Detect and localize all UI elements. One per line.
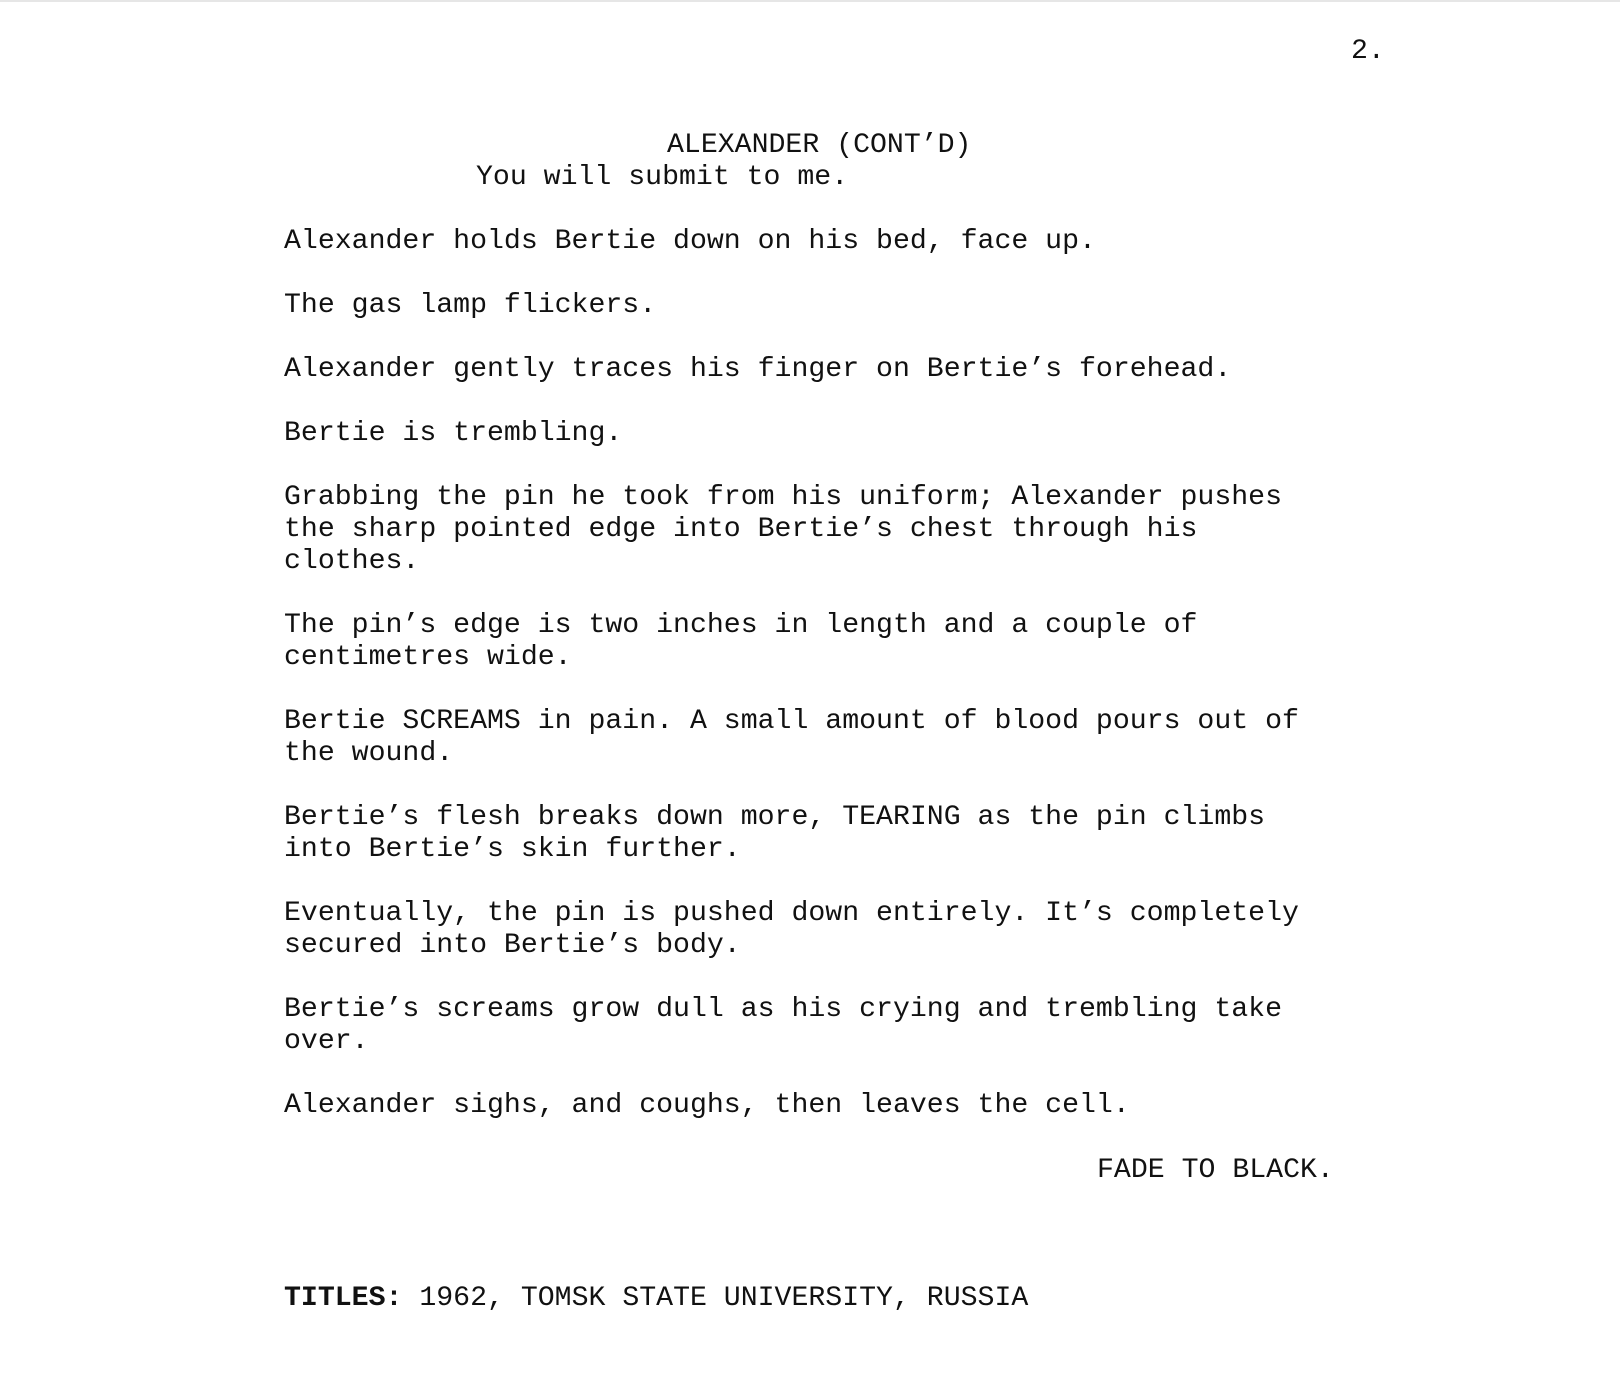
titles-text: 1962, TOMSK STATE UNIVERSITY, RUSSIA (402, 1283, 1029, 1314)
action-line: Grabbing the pin he took from his uniform; Alexander pushes the sharp pointed edge into Bertie’s chest through his clothes. (284, 482, 1282, 577)
dialogue-line: You will submit to me. (476, 162, 849, 193)
action-block (284, 226, 1424, 1154)
action-line: Bertie’s screams grow dull as his crying and trembling take over. (284, 994, 1282, 1057)
titles-line (284, 1283, 1028, 1315)
action-line: Bertie is trembling. (284, 418, 623, 449)
page-number: 2. (1351, 36, 1385, 67)
titles-label: TITLES: (284, 1283, 403, 1314)
action-line: Bertie SCREAMS in pain. A small amount of blood pours out of the wound. (284, 706, 1299, 769)
action-line: Eventually, the pin is pushed down entirely. It’s completely secured into Bertie’s body. (284, 898, 1299, 961)
action-line: Alexander holds Bertie down on his bed, face up. (284, 226, 1096, 257)
action-line: The gas lamp flickers. (284, 290, 657, 321)
action-line: Alexander gently traces his finger on Bertie’s forehead. (284, 354, 1232, 385)
action-line: Alexander sighs, and coughs, then leaves the cell. (284, 1090, 1130, 1121)
transition: FADE TO BLACK. (1097, 1155, 1334, 1186)
character-name: ALEXANDER (CONT’D) (667, 130, 972, 161)
action-line: The pin’s edge is two inches in length and a couple of centimetres wide. (284, 610, 1198, 673)
action-line: Bertie’s flesh breaks down more, TEARING as the pin climbs into Bertie’s skin further. (284, 802, 1266, 865)
